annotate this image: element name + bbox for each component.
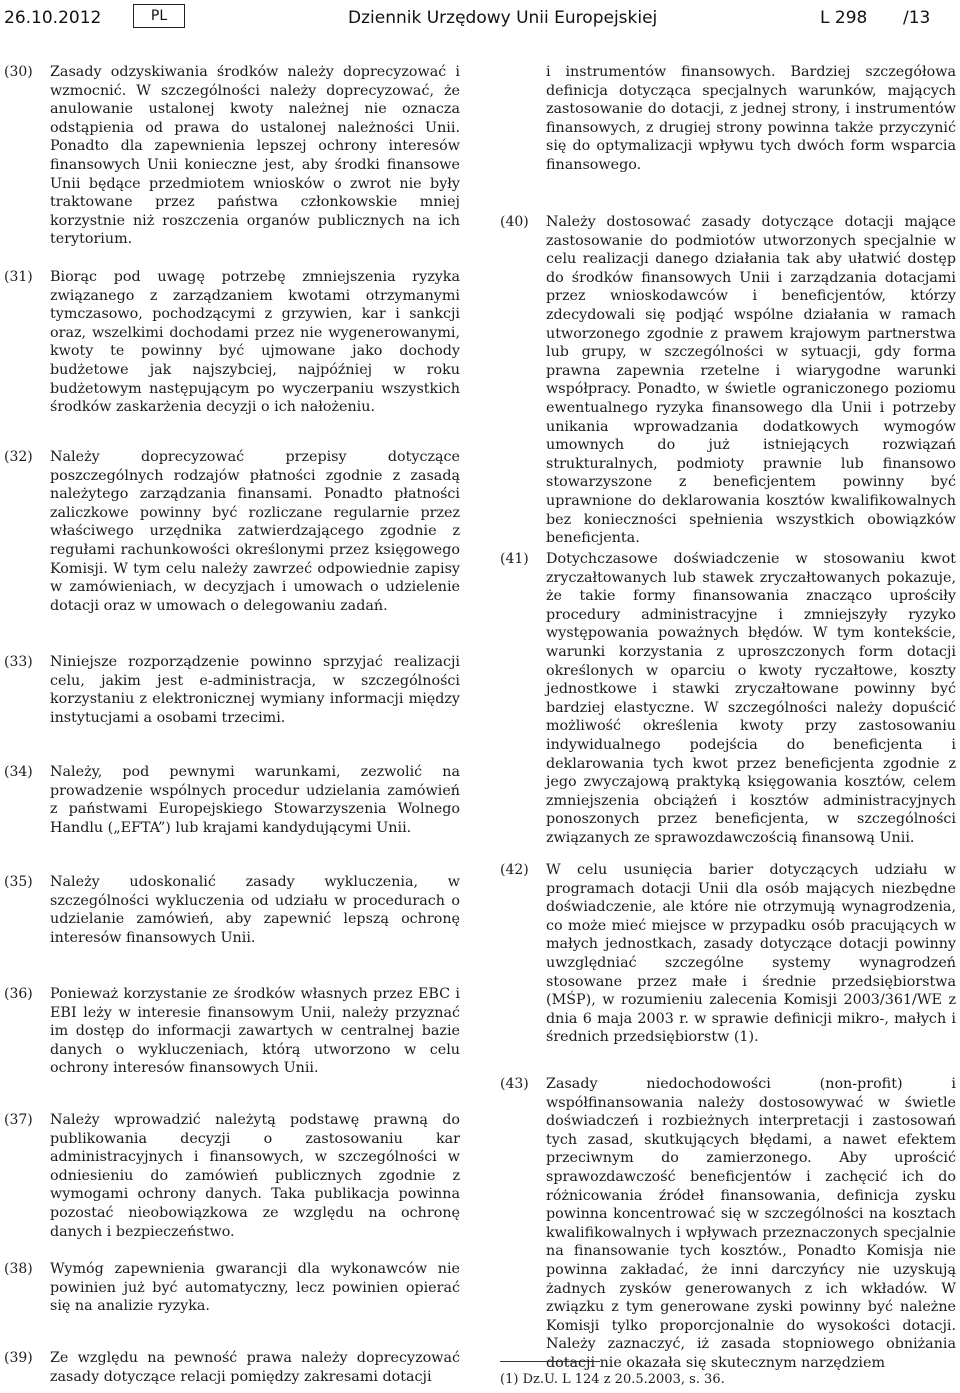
recital-text: Należy dostosować zasady dotyczące dotacji mające zastosowanie do podmiotów utworzonych specjalnie w celu realizacji danego działania tak aby ułatwić dostęp do środków finansowych Unii i zarządzania dotacjami przez wnioskodawców i beneficjentów, którzy zdecydowali się podjąć wspólne działania w ramach utworzonego zgodnie z prawem krajowym partnerstwa lub grupy, w szczególności w sytuacji, gdy forma prawna zapewnia rzetelne i wiarygodne warunki współpracy. Ponadto, w świetle ograniczonego poziomu ewentualnego ryzyka finansowego dla Unii i potrzeby unikania wprowadzania dodatkowych wymogów umownych do już istniejących rozwiązań strukturalnych, podmioty prawnie lub finansowo stowarzyszone z beneficjentem powinny być uprawnione do deklarowania kosztów kwalifikowalnych bez konieczności spełnienia wszystkich obowiązków beneficjenta. <box>546 214 956 547</box>
recital-text: Należy, pod pewnymi warunkami, zezwolić na prowadzenie wspólnych procedur udzielania zamówień z państwami Europejskiego Stowarzyszenia Wolnego Handlu („EFTA”) lub krajami kandydującymi Unii. <box>50 764 460 836</box>
recital-number: (42) <box>500 862 529 878</box>
recital-number: (33) <box>4 654 33 670</box>
recital-text: Należy wprowadzić należytą podstawę prawną do publikowania decyzji o zastosowaniu kar administracyjnych i finansowych, w szczególności w odniesieniu do zamówień publicznych zgodnie z wymogami ochrony danych. Taka publikacja powinna pozostać nieobowiązkowa ze względu na ochronę danych i bezpieczeństwo. <box>50 1112 460 1240</box>
recital-number: (36) <box>4 986 33 1002</box>
recital-text: Zasady odzyskiwania środków należy doprecyzować i wzmocnić. W szczególności należy doprecyzować, że anulowanie ustalonej kwoty należnej nie oznacza odstąpienia od prawa do ustalonej należności Unii. Ponadto dla zapewnienia lepszej ochrony interesów finansowych Unii konieczne jest, aby środki finansowe Unii będące przedmiotem wniosków o zwrot nie były traktowane przez państwa członkowskie mniej korzystnie niż roszczenia organów publicznych na ich terytorium. <box>50 64 460 248</box>
recital-number: (43) <box>500 1076 529 1092</box>
recital-number: (32) <box>4 449 33 465</box>
recital-36 <box>4 985 462 1078</box>
journal-title: Dziennik Urzędowy Unii Europejskiej <box>348 8 658 28</box>
page-header <box>0 4 960 34</box>
recital-text: i instrumentów finansowych. Bardziej szczegółowa definicja dotycząca specjalnych warunków, mających zastosowanie do dotacji, z jednej strony, i instrumentów finansowych, z drugiej strony powinna także przyczynić się do optymalizacji wpływu tych dwóch form wsparcia finansowego. <box>546 64 956 173</box>
recital-42 <box>500 861 958 1047</box>
recital-text: Należy doprecyzować przepisy dotyczące poszczególnych rodzajów płatności zgodnie z zasadą należytego zarządzania finansami. Ponadto płatności zaliczkowe powinny być rozliczane regularnie przez właściwego urzędnika zatwierdzającego zgodnie z regułami rachunkowości określonymi przez księgowego Komisji. W tym celu należy zawrzeć odpowiednie zapisy w zamówieniach, w decyzjach i umowach o udzielenie dotacji oraz w umowach o delegowaniu zadań. <box>50 449 460 614</box>
recital-text: Biorąc pod uwagę potrzebę zmniejszenia ryzyka związanego z zarządzaniem kwotami otrzymanymi tymczasowo, pochodzącymi z grzywien, kar i sankcji oraz, wszelkimi dochodami przez nie wygenerowanymi, kwoty te powinny być ujmowane jako dochody budżetowe jak najszybciej, najpóźniej w roku budżetowym następującym po wyczerpaniu wszystkich środków zaskarżenia decyzji o ich nałożeniu. <box>50 269 460 416</box>
recital-43 <box>500 1075 958 1373</box>
recital-text: W celu usunięcia barier dotyczących udziału w programach dotacji Unii dla osób mających niezbędne doświadczenie, ale które nie otrzymują wynagrodzenia, co może mieć miejsce w przypadku osób pracujących w małych jednostkach, zasady dotyczące dotacji powinny uwzględniać szczególne systemy wynagrodzeń stosowane przez małe i średnie przedsiębiorstwa (MŚP), w rozumieniu zalecenia Komisji 2003/361/WE z dnia 6 maja 2003 r. w sprawie definicji mikro-, małych i średnich przedsiębiorstw (1). <box>546 862 956 1046</box>
recital-39 <box>4 1349 462 1386</box>
recital-number: (35) <box>4 874 33 890</box>
language-box: PL <box>133 4 185 28</box>
publication-date: 26.10.2012 <box>4 8 102 28</box>
recital-number: (30) <box>4 64 33 80</box>
recital-30 <box>4 63 462 249</box>
recital-34 <box>4 763 462 837</box>
recital-41 <box>500 550 958 848</box>
footnote-text: Dz.U. L 124 z 20.5.2003, s. 36. <box>522 1372 725 1387</box>
recital-text: Dotychczasowe doświadczenie w stosowaniu kwot zryczałtowanych lub stawek zryczałtowanych pokazuje, że takie formy finansowania znacząco uprościły procedury administracyjne i zmniejszyły ryzyko występowania poważnych błędów. W tym kontekście, warunki korzystania z uproszczonych form dotacji określonych w oparciu o kwoty ryczałtowe, koszty jednostkowe i stawki zryczałtowane powinny być bardziej elastyczne. W szczególności należy dopuścić możliwość określenia kwoty przy zastosowaniu indywidualnego podejścia do beneficjenta i deklarowania tych kwot przez beneficjenta zgodnie z jego zwyczajową praktyką księgowania kosztów, celem zmniejszenia obciążeń i kosztów administracyjnych ponoszonych przez beneficjenta, w szczególności związanych ze sprawozdawczością finansową Unii. <box>546 551 956 846</box>
recital-40 <box>500 213 958 548</box>
recital-number: (40) <box>500 214 529 230</box>
recital-33 <box>4 653 462 727</box>
recital-text: Wymóg zapewnienia gwarancji dla wykonawców nie powinien już być automatyczny, lecz powinien opierać się na analizie ryzyka. <box>50 1261 460 1315</box>
issue-number: L 298 <box>820 8 868 28</box>
recital-number: (37) <box>4 1112 33 1128</box>
recital-text: Ze względu na pewność prawa należy doprecyzować zasady dotyczące relacji pomiędzy zakresami dotacji <box>50 1350 460 1385</box>
footnote-mark: (1) <box>500 1372 519 1387</box>
recital-number: (34) <box>4 764 33 780</box>
recital-number: (39) <box>4 1350 33 1366</box>
recital-text: Niniejsze rozporządzenie powinno sprzyjać realizacji celu, jakim jest e-administracja, w szczególności korzystaniu z elektronicznej wymiany informacji między instytucjami a osobami trzecimi. <box>50 654 460 726</box>
recital-text: Należy udoskonalić zasady wykluczenia, w szczególności wykluczenia od udziału w procedurach o udzielanie zamówień, aby zapewnić lepszą ochronę interesów finansowych Unii. <box>50 874 460 946</box>
recital-32 <box>4 448 462 615</box>
recital-number: (41) <box>500 551 529 567</box>
recital-37 <box>4 1111 462 1241</box>
page-number: /13 <box>903 8 931 28</box>
recital-text: Zasady niedochodowości (non-profit) i współfinansowania należy dostosowywać w świetle doświadczeń i rozbieżnych interpretacji i zastosowań tych zasad, skutkujących błędami, a nawet efektem przeciwnym do zamierzonego. Aby uprościć sprawozdawczość beneficjentów i zachęcić ich do różnicowania źródeł finansowania, definicja zysku powinna koncentrować się w szczególności na kosztach kwalifikowalnych i wpływach przeznaczonych specjalnie na finansowanie tych kosztów., Ponadto Komisja nie powinna zakładać, że inni darczyńcy nie uzyskują żadnych zysków generowanych z ich wkładów. W związku z tym generowane zyski powinny być należne Komisji tylko proporcjonalnie do wysokości dotacji. Należy zaznaczyć, iż zasada stopniowego obniżania dotacji nie okazała się skutecznym narzędziem <box>546 1076 956 1371</box>
recital-35 <box>4 873 462 947</box>
recital-38 <box>4 1260 462 1316</box>
recital-31 <box>4 268 462 417</box>
footnote <box>500 1372 725 1387</box>
recital-text: Ponieważ korzystanie ze środków własnych przez EBC i EBI leży w interesie finansowym Unii, należy przyznać im dostęp do informacji zawartych w centralnej bazie danych o wykluczeniach, którą utworzono w celu ochrony interesów finansowych Unii. <box>50 986 460 1077</box>
recital-number: (38) <box>4 1261 33 1277</box>
recital-39-continued <box>500 63 958 175</box>
recital-number: (31) <box>4 269 33 285</box>
footnote-rule <box>500 1361 600 1362</box>
